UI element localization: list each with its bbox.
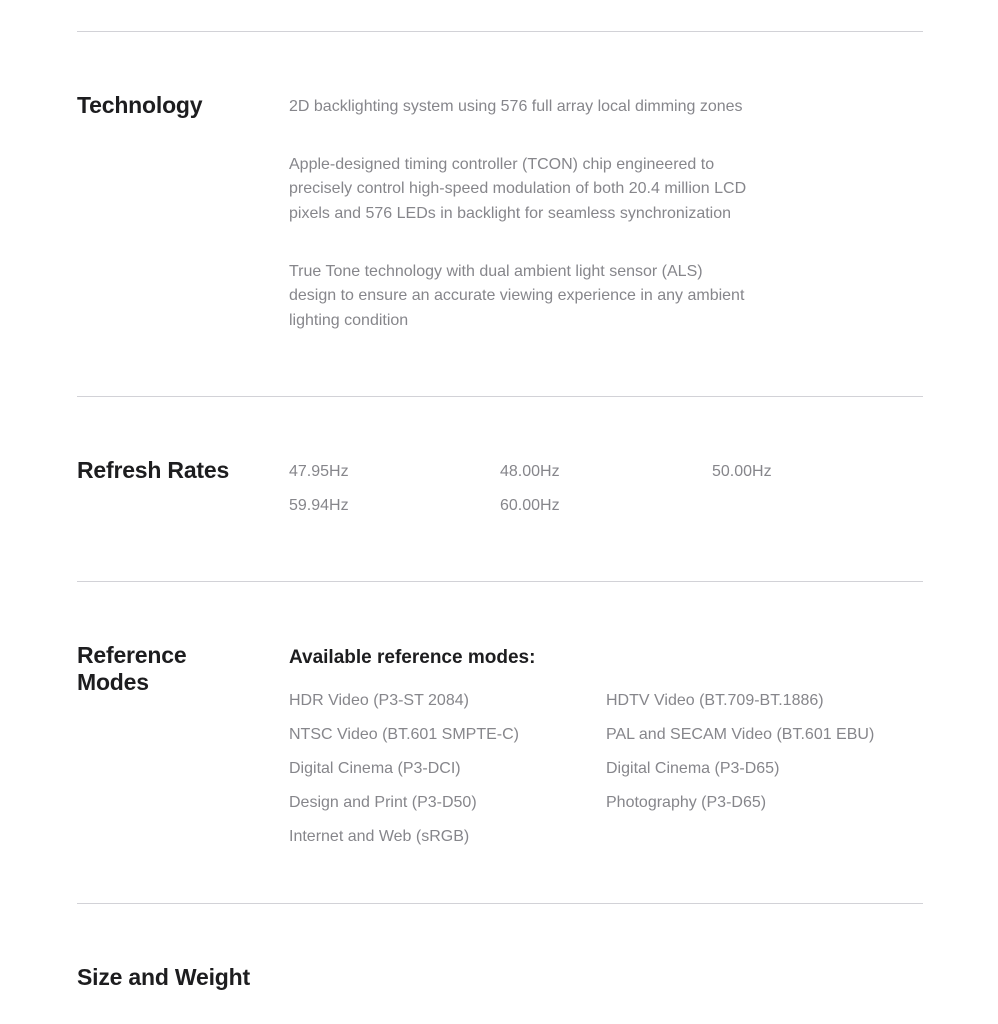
reference-modes-title-line: Modes bbox=[77, 669, 149, 695]
refresh-rate-item: 47.95Hz bbox=[289, 463, 349, 480]
reference-mode-item: HDR Video (P3-ST 2084) bbox=[289, 692, 469, 709]
section-divider bbox=[77, 31, 923, 32]
reference-mode-item: PAL and SECAM Video (BT.601 EBU) bbox=[606, 726, 875, 743]
reference-mode-item: HDTV Video (BT.709-BT.1886) bbox=[606, 692, 824, 709]
reference-mode-item: Digital Cinema (P3-D65) bbox=[606, 760, 780, 777]
reference-mode-item: Photography (P3-D65) bbox=[606, 794, 767, 811]
section-divider bbox=[77, 581, 923, 582]
reference-mode-item: NTSC Video (BT.601 SMPTE-C) bbox=[289, 726, 519, 743]
refresh-rate-item: 60.00Hz bbox=[500, 497, 560, 514]
reference-mode-item: Internet and Web (sRGB) bbox=[289, 828, 470, 845]
size-weight-title: Size and Weight bbox=[77, 964, 250, 990]
refresh-rates-title: Refresh Rates bbox=[77, 457, 230, 483]
reference-mode-item: Design and Print (P3-D50) bbox=[289, 794, 477, 811]
refresh-rate-item: 48.00Hz bbox=[500, 463, 560, 480]
reference-modes-title bbox=[77, 642, 186, 696]
technology-paragraph-true-tone: True Tone technology with dual ambient light sensor (ALS) design to ensure an accurate viewing experience in any ambient lighting condition bbox=[289, 263, 745, 329]
technology-paragraph-tcon: Apple-designed timing controller (TCON) chip engineered to precisely control high-speed modulation of both 20.4 million LCD pixels and 576 LEDs in backlight for seamless synchronization bbox=[289, 156, 747, 222]
refresh-rate-item: 50.00Hz bbox=[712, 463, 772, 480]
reference-modes-subheading: Available reference modes: bbox=[289, 647, 536, 668]
reference-modes-title-line: Reference bbox=[77, 642, 187, 668]
refresh-rate-item: 59.94Hz bbox=[289, 497, 349, 514]
reference-mode-item: Digital Cinema (P3-DCI) bbox=[289, 760, 461, 777]
section-divider bbox=[77, 396, 923, 397]
technology-title: Technology bbox=[77, 92, 203, 118]
technology-paragraph-backlighting: 2D backlighting system using 576 full array local dimming zones bbox=[289, 98, 743, 115]
section-divider bbox=[77, 903, 923, 904]
